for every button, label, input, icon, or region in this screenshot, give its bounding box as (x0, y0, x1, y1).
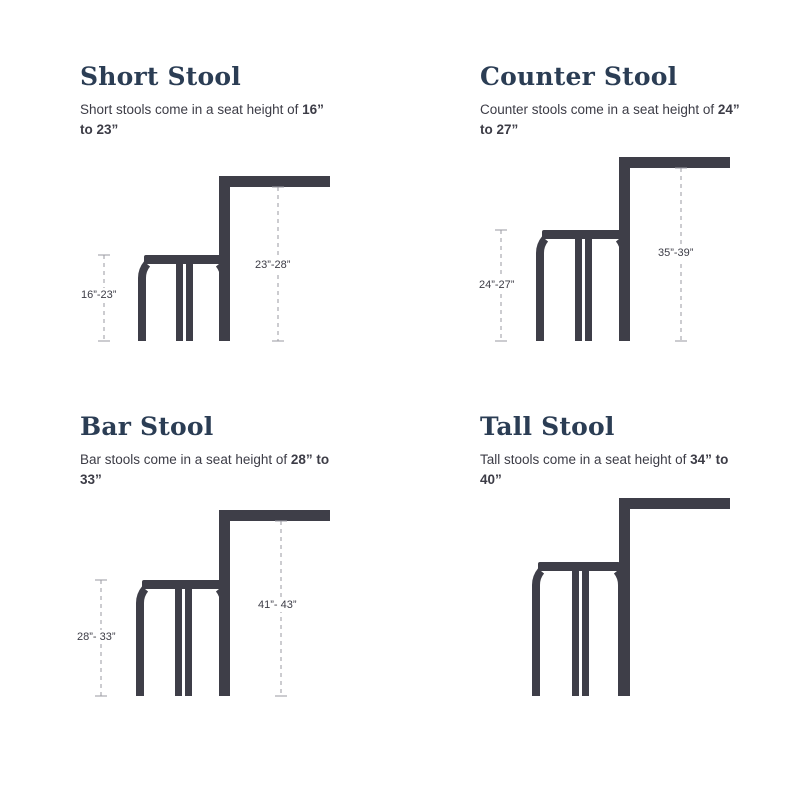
panel-tall-stool (400, 350, 800, 750)
panel-illustration (0, 470, 400, 750)
counter-height-label: 23”-28” (252, 258, 293, 272)
counter-height-label: 41”- 43” (255, 598, 300, 612)
seat-height-label: 28”- 33” (74, 630, 119, 644)
stool-figure (140, 580, 224, 696)
bar-stool-drawing (0, 470, 400, 750)
panel-title: Bar Stool (80, 412, 214, 441)
seat-height-label: 24”-27” (476, 278, 517, 292)
panel-bar-stool (0, 350, 400, 750)
counter-height-label: 35”-39” (655, 246, 696, 260)
counter-surface (619, 498, 730, 696)
panel-description-prefix: Counter stools come in a seat height of (480, 102, 718, 117)
panel-description-prefix: Tall stools come in a seat height of (480, 452, 691, 467)
stool-figure (540, 230, 624, 341)
panel-description-range: 28” to 33” (80, 452, 330, 487)
panel-description-prefix: Short stools come in a seat height of (80, 102, 303, 117)
seat-height-label (474, 620, 480, 622)
panel-title: Tall Stool (480, 412, 615, 441)
counter-height-label (655, 590, 661, 592)
panel-description-range: 24” to 27” (480, 102, 740, 137)
panel-short-stool (0, 0, 400, 400)
panel-description-prefix: Bar stools come in a seat height of (80, 452, 291, 467)
seat-height-label: 16”-23” (78, 288, 119, 302)
panel-description-range: 34” to 40” (480, 452, 729, 487)
stool-figure (142, 255, 224, 341)
panel-description-range: 16” to 23” (80, 102, 324, 137)
tall-stool-drawing (400, 470, 800, 750)
panel-counter-stool (400, 0, 800, 400)
panel-title: Counter Stool (480, 62, 678, 91)
stool-figure (536, 562, 622, 696)
panel-illustration (400, 470, 800, 750)
panel-title: Short Stool (80, 62, 241, 91)
